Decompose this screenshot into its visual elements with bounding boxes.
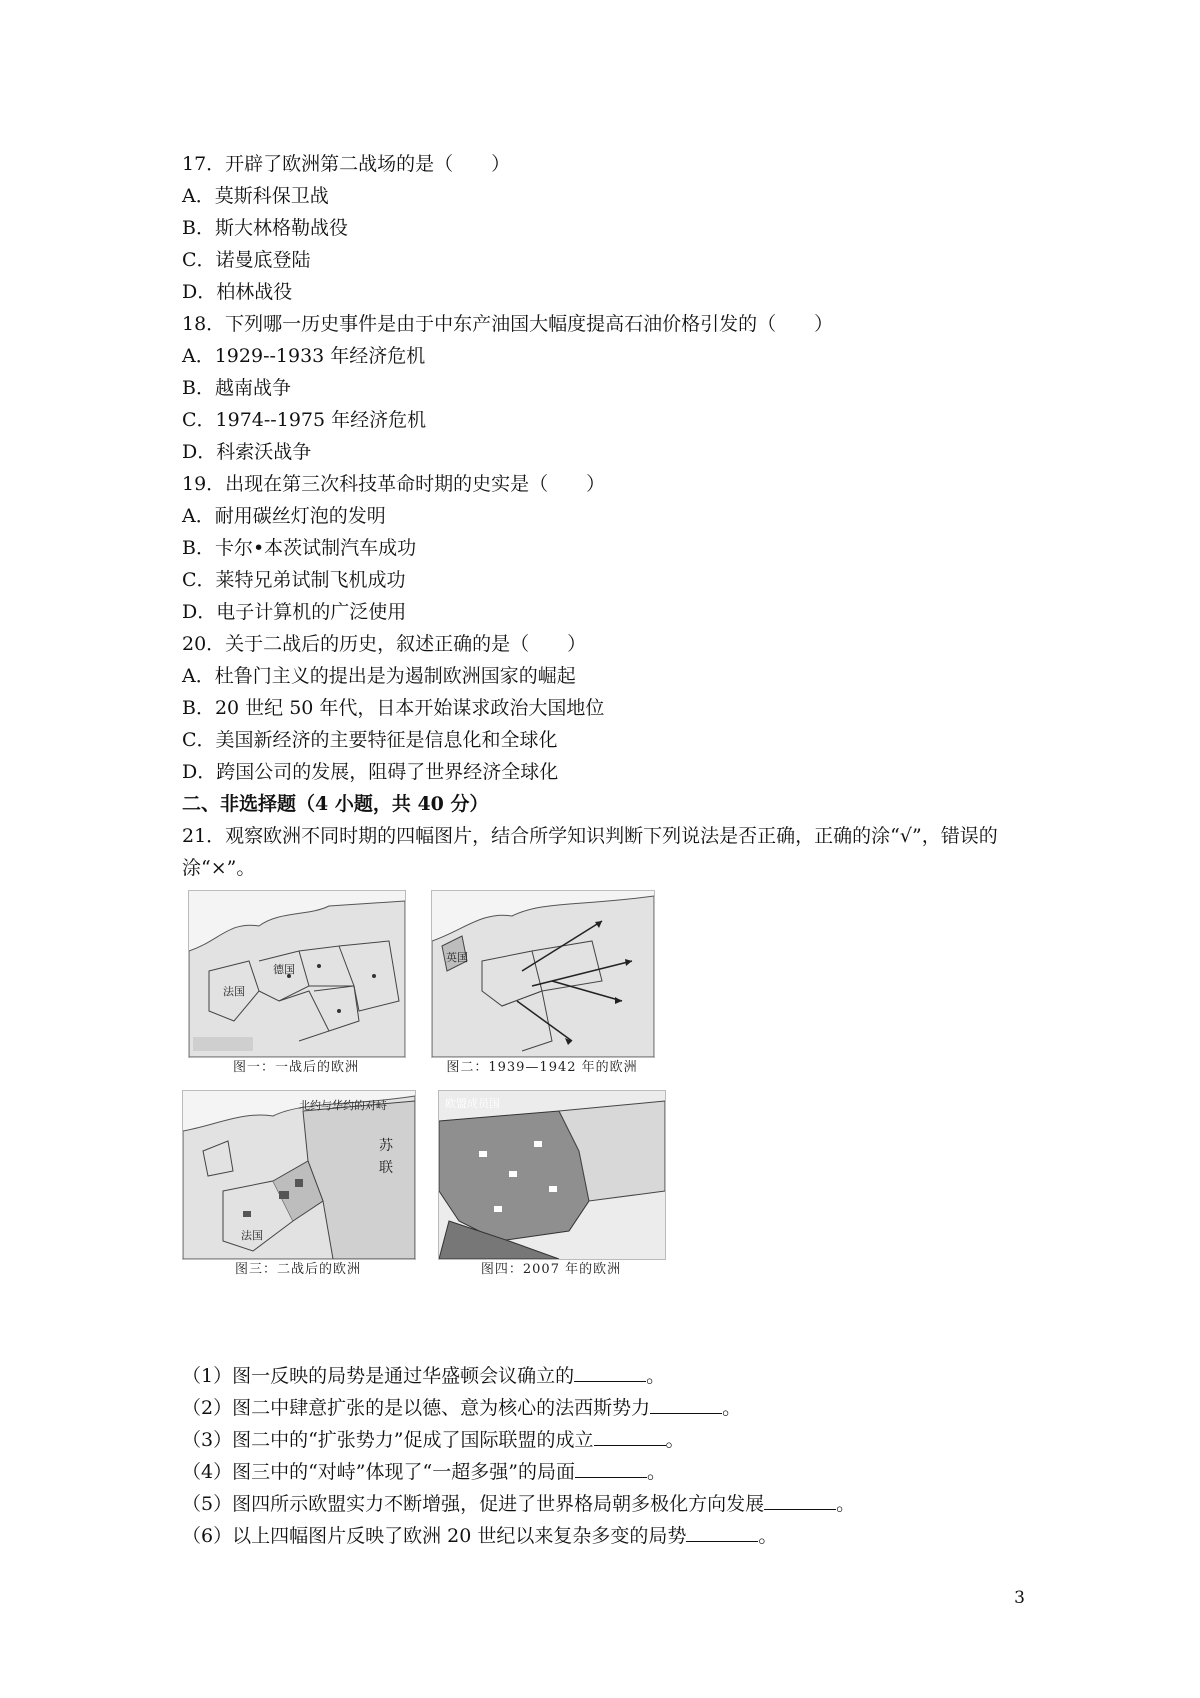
sub-item-1 (182, 1360, 1062, 1392)
map-3 (182, 1090, 416, 1280)
sub-item-end: 。 (665, 1429, 685, 1451)
map-2 (431, 890, 655, 1078)
page-number: 3 (1014, 1588, 1025, 1608)
map-4-image (438, 1090, 666, 1260)
sub-item-2 (182, 1392, 1062, 1424)
question-stem: 17．开辟了欧洲第二战场的是（ ） (182, 153, 511, 175)
option-b: B．卡尔•本茨试制汽车成功 (182, 537, 417, 559)
answer-blank[interactable] (764, 1491, 836, 1510)
option-a: A．杜鲁门主义的提出是为遏制欧洲国家的崛起 (182, 665, 576, 687)
option-a: A．1929--1933 年经济危机 (182, 345, 426, 367)
map-label: 苏 (379, 1138, 393, 1154)
option-d: D．跨国公司的发展，阻碍了世界经济全球化 (182, 761, 559, 783)
map-label: 欧盟成员国 (445, 1097, 500, 1110)
answer-blank[interactable] (575, 1459, 647, 1478)
map-figures (182, 890, 1062, 1358)
sub-item-end: 。 (758, 1525, 778, 1547)
option-b: B．斯大林格勒战役 (182, 217, 348, 239)
question-stem: 20．关于二战后的历史，叙述正确的是（ ） (182, 633, 587, 655)
option-d: D．柏林战役 (182, 281, 293, 303)
sub-item-end: 。 (836, 1493, 856, 1515)
map-label: 法国 (241, 1229, 263, 1242)
map-4 (438, 1090, 666, 1280)
map-caption: 图一：一战后的欧洲 (232, 1060, 359, 1075)
option-d: D．电子计算机的广泛使用 (182, 601, 407, 623)
map-label: 法国 (223, 985, 245, 998)
option-c: C．莱特兄弟试制飞机成功 (182, 569, 406, 591)
map-2-image (431, 890, 655, 1058)
sub-item-text: （1）图一反映的局势是通过华盛顿会议确立的 (182, 1365, 575, 1387)
sub-item-3 (182, 1424, 1062, 1456)
question-19 (182, 468, 1062, 628)
question-stem: 19．出现在第三次科技革命时期的史实是（ ） (182, 473, 606, 495)
map-label: 北约与华约的对峙 (299, 1099, 387, 1112)
map-label: 英国 (446, 951, 468, 964)
option-c: C．美国新经济的主要特征是信息化和全球化 (182, 729, 558, 751)
option-c: C．诺曼底登陆 (182, 249, 311, 271)
answer-blank[interactable] (650, 1395, 722, 1414)
question-20 (182, 628, 1062, 788)
map-2-drawing (432, 891, 654, 1057)
page-content (182, 148, 1062, 1552)
question-stem: 18．下列哪一历史事件是由于中东产油国大幅度提高石油价格引发的（ ） (182, 313, 834, 335)
map-caption: 图三：二战后的欧洲 (234, 1262, 361, 1277)
answer-blank[interactable] (594, 1427, 666, 1446)
map-1-image (188, 890, 406, 1058)
sub-item-text: （5）图四所示欧盟实力不断增强，促进了世界格局朝多极化方向发展 (182, 1493, 765, 1515)
option-b: B．越南战争 (182, 377, 291, 399)
option-a: A．莫斯科保卫战 (182, 185, 329, 207)
sub-item-4 (182, 1456, 1062, 1488)
question-18 (182, 308, 1062, 468)
sub-item-end: 。 (646, 1365, 666, 1387)
answer-blank[interactable] (686, 1523, 758, 1542)
answer-blank[interactable] (574, 1363, 646, 1382)
question-17 (182, 148, 1062, 308)
option-c: C．1974--1975 年经济危机 (182, 409, 427, 431)
map-label: 德国 (273, 963, 295, 976)
sub-item-6 (182, 1520, 1062, 1552)
sub-item-text: （4）图三中的“对峙”体现了“一超多强”的局面 (182, 1461, 575, 1483)
map-caption: 图四：2007 年的欧洲 (480, 1262, 622, 1277)
map-label: 联 (379, 1160, 393, 1176)
sub-item-text: （2）图二中肆意扩张的是以德、意为核心的法西斯势力 (182, 1397, 651, 1419)
map-1-drawing (189, 891, 405, 1057)
sub-item-end: 。 (646, 1461, 666, 1483)
map-caption: 图二：1939—1942 年的欧洲 (446, 1060, 638, 1075)
option-d: D．科索沃战争 (182, 441, 312, 463)
sub-item-5 (182, 1488, 1062, 1520)
sub-item-end: 。 (722, 1397, 742, 1419)
sub-item-text: （3）图二中的“扩张势力”促成了国际联盟的成立 (182, 1429, 594, 1451)
section-title: 二、非选择题（4 小题，共 40 分） (182, 793, 489, 815)
sub-item-text: （6）以上四幅图片反映了欧洲 20 世纪以来复杂多变的局势 (182, 1525, 687, 1547)
map-4-drawing (439, 1091, 665, 1259)
option-b: B．20 世纪 50 年代，日本开始谋求政治大国地位 (182, 697, 605, 719)
question-21-stem: 21．观察欧洲不同时期的四幅图片，结合所学知识判断下列说法是否正确，正确的涂“√”，错误的涂“×”。 (182, 825, 998, 879)
option-a: A．耐用碳丝灯泡的发明 (182, 505, 386, 527)
map-3-image (182, 1090, 416, 1260)
question-21-items (182, 1360, 1062, 1552)
map-1 (188, 890, 406, 1078)
